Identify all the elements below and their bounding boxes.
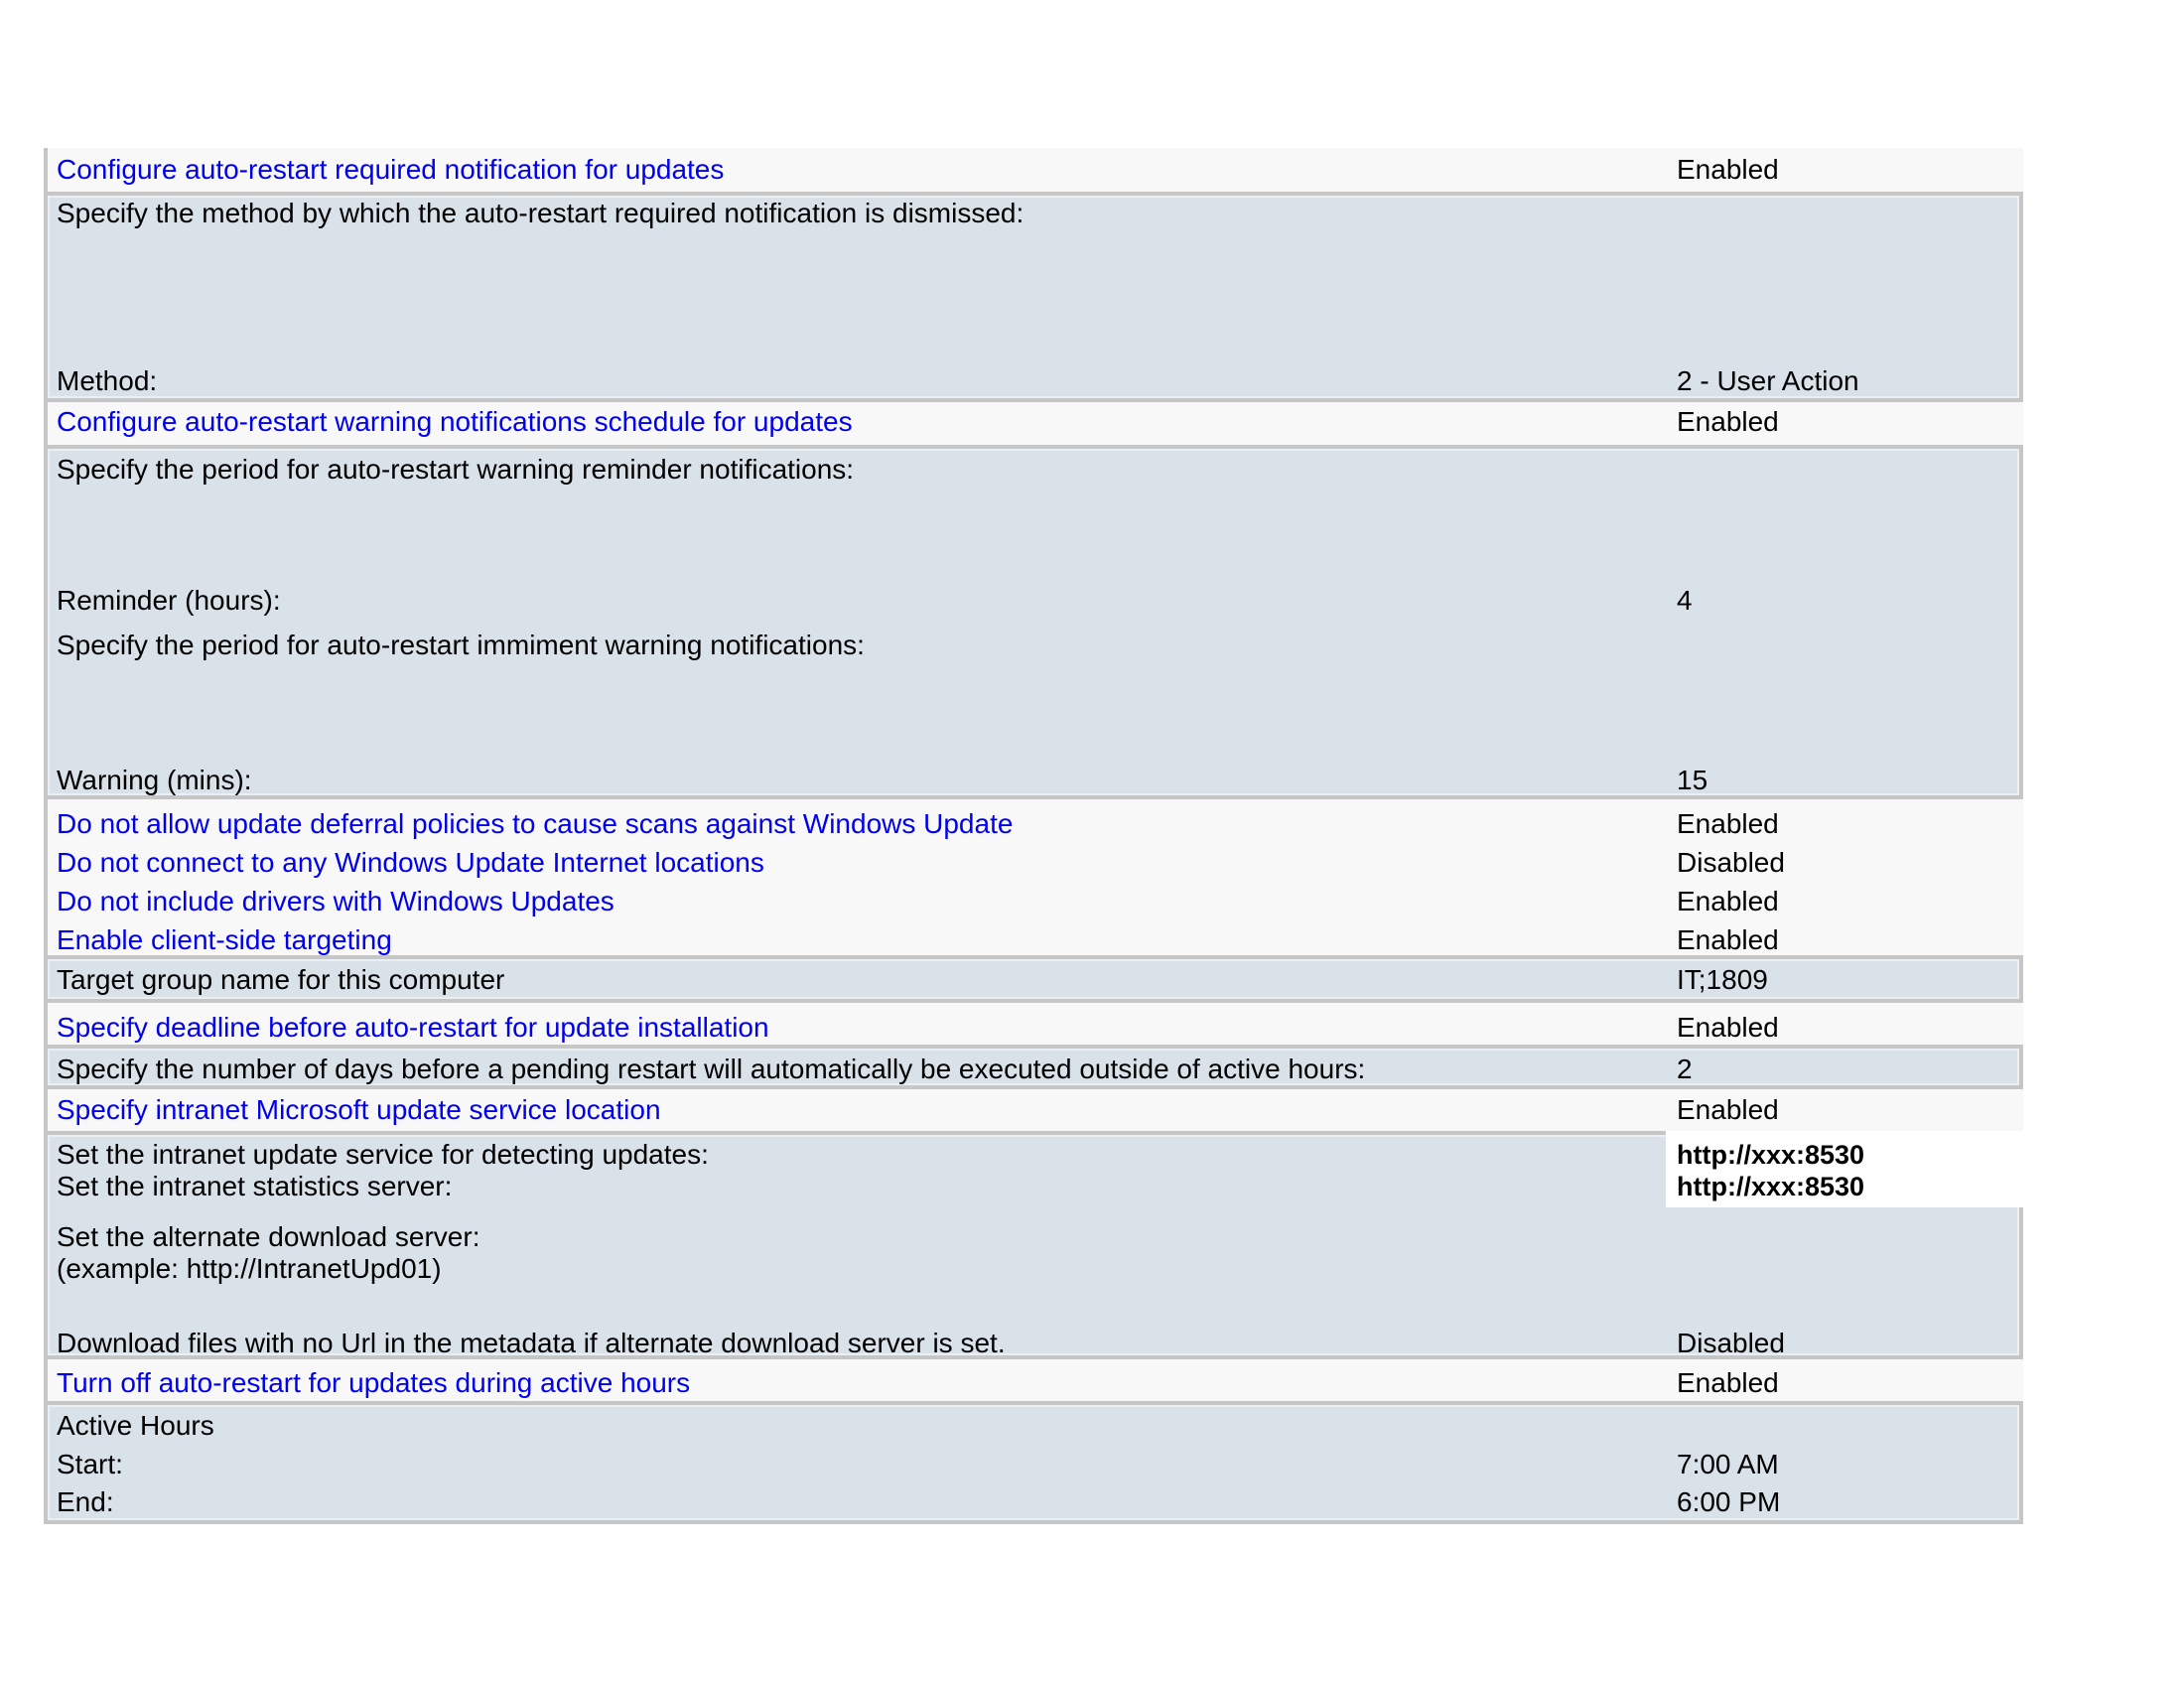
table-left-border <box>44 148 48 1524</box>
param-label: End: <box>57 1486 114 1517</box>
param-label: Specify the number of days before a pending restart will automatically be executed outside of active hours: <box>57 1054 1366 1084</box>
policy-state: Enabled <box>1677 1367 1779 1398</box>
param-label: Method: <box>57 365 158 396</box>
param-label: Set the alternate download server: <box>57 1221 480 1252</box>
param-value: 4 <box>1677 585 1693 616</box>
policy-link-enable-client-side-targeting[interactable]: Enable client-side targeting <box>57 924 392 955</box>
policy-link-configure-auto-restart-required-notification[interactable]: Configure auto-restart required notification for updates <box>57 154 725 185</box>
param-label: Reminder (hours): <box>57 585 281 616</box>
intranet-statistics-server-url: http://xxx:8530 <box>1677 1172 1865 1201</box>
policy-link-specify-intranet-update-service-location[interactable]: Specify intranet Microsoft update service location <box>57 1094 661 1125</box>
policy-name-line <box>57 804 1013 844</box>
param-label: Target group name for this computer <box>57 964 505 995</box>
param-value: 7:00 AM <box>1677 1449 1779 1479</box>
detail-text: Specify the period for auto-restart immiment warning notifications: <box>57 630 865 660</box>
param-label: Warning (mins): <box>57 765 252 795</box>
policy-link-specify-deadline-before-auto-restart[interactable]: Specify deadline before auto-restart for update installation <box>57 1012 769 1043</box>
policy-state: Enabled <box>1677 924 1779 955</box>
gpo-settings-table <box>44 148 2023 1524</box>
policy-name-line <box>57 150 724 190</box>
policy-link-turn-off-auto-restart-active-hours[interactable]: Turn off auto-restart for updates during active hours <box>57 1367 691 1398</box>
param-value: 2 - User Action <box>1677 365 1859 396</box>
policy-link-do-not-include-drivers[interactable]: Do not include drivers with Windows Updates <box>57 886 614 916</box>
policy-state: Enabled <box>1677 154 1779 185</box>
policy-link-configure-auto-restart-warning-schedule[interactable]: Configure auto-restart warning notifications schedule for updates <box>57 406 853 437</box>
detail-example-text: (example: http://IntranetUpd01) <box>57 1253 442 1284</box>
param-label: Download files with no Url in the metadata if alternate download server is set. <box>57 1328 1006 1358</box>
param-value: IT;1809 <box>1677 964 1768 995</box>
policy-state: Enabled <box>1677 886 1779 916</box>
policy-name-line <box>57 1008 769 1048</box>
policy-link-do-not-allow-update-deferral-scans[interactable]: Do not allow update deferral policies to cause scans against Windows Update <box>57 808 1014 839</box>
policy-name-line <box>57 1090 661 1130</box>
policy-state: Disabled <box>1677 847 1785 878</box>
intranet-update-service-url: http://xxx:8530 <box>1677 1140 1865 1170</box>
param-label: Set the intranet update service for detecting updates: <box>57 1139 709 1170</box>
policy-state: Enabled <box>1677 808 1779 839</box>
policy-name-line <box>57 920 392 960</box>
param-label: Set the intranet statistics server: <box>57 1171 453 1201</box>
param-value: 15 <box>1677 765 1708 795</box>
param-label: Start: <box>57 1449 123 1479</box>
policy-state: Enabled <box>1677 1012 1779 1043</box>
policy-state: Enabled <box>1677 1094 1779 1125</box>
detail-text: Specify the method by which the auto-restart required notification is dismissed: <box>57 198 1024 228</box>
detail-text: Specify the period for auto-restart warning reminder notifications: <box>57 454 855 485</box>
param-value: 2 <box>1677 1054 1693 1084</box>
policy-state: Enabled <box>1677 406 1779 437</box>
param-value: Disabled <box>1677 1328 1785 1358</box>
policy-name-line <box>57 402 853 442</box>
policy-name-line <box>57 882 614 921</box>
param-value: 6:00 PM <box>1677 1486 1781 1517</box>
policy-name-line <box>57 843 764 883</box>
detail-heading: Active Hours <box>57 1410 214 1441</box>
policy-name-line <box>57 1363 690 1403</box>
detail-block-background <box>44 445 2023 799</box>
policy-link-do-not-connect-windows-update-internet[interactable]: Do not connect to any Windows Update Internet locations <box>57 847 764 878</box>
